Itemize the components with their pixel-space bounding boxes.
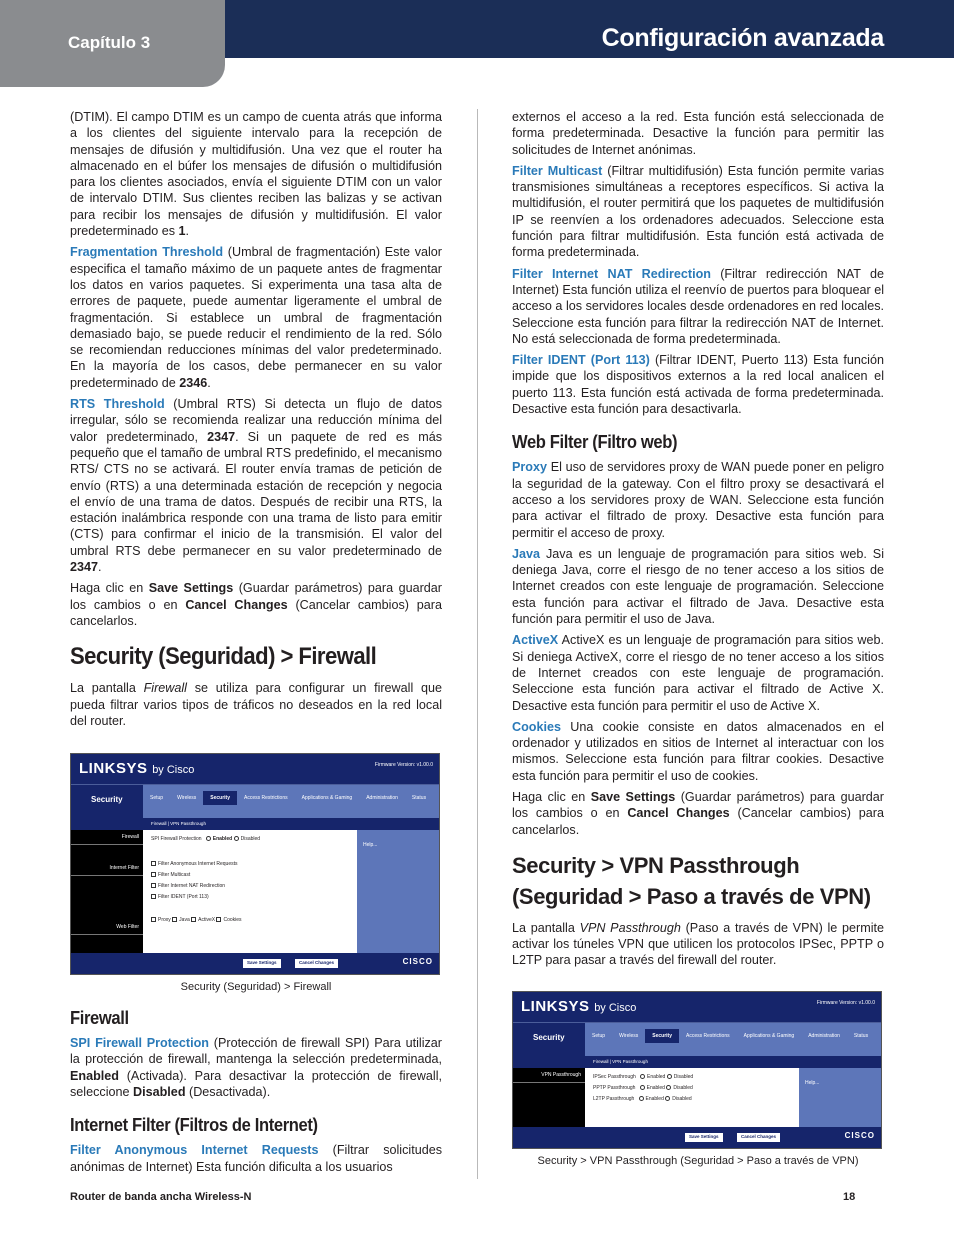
- section-label: Security: [91, 795, 123, 805]
- firmware-version-2: Firmware Version: v1.00.0: [816, 999, 875, 1006]
- screenshot-firewall: LINKSYS by Cisco Firmware Version: v1.00.0 Security Setup Wireless Security Access Restrictions Applications & Gaming Administration Status Firewall | VPN Passthrough Firewall Internet Filter Web Filter SPI Firewall Protection Enabled Disabled Filter Anonymous Internet Requests Filter Multicast Filter Internet NAT Redirection Filter IDENT (Port 113) Proxy Java ActiveX Cookies Help... Save Settings Cancel Changes CISCO: [70, 753, 440, 975]
- chapter-label: Capítulo 3: [68, 33, 151, 52]
- help-link[interactable]: Help...: [363, 842, 378, 849]
- tab-setup[interactable]: Setup: [150, 795, 164, 802]
- save-settings-button-2[interactable]: Save Settings: [685, 1133, 723, 1142]
- paragraph-vpn-intro: La pantalla VPN Passthrough (Paso a través de VPN) le permite activar los túneles VPN que utilicen los protocolos IPSec, PPTP o L2TP para pasar a través del firewall del router.: [512, 920, 884, 968]
- term-java: Java: [512, 546, 541, 561]
- term-rts: RTS Threshold: [70, 397, 165, 412]
- radio-l2tp-disabled[interactable]: [665, 1096, 670, 1101]
- paragraph-save-right: Haga clic en Save Settings (Guardar parámetros) para guardar los cambios o en Cancel Changes (Cancelar cambios) para cancelarlos.: [512, 789, 884, 837]
- tab-admin-2[interactable]: Administration: [808, 1032, 840, 1039]
- cisco-logo-2: CISCO: [844, 1130, 875, 1140]
- row-l2tp: L2TP Passthrough: [593, 1095, 635, 1102]
- right-column: [512, 109, 884, 1177]
- radio-ipsec-enabled[interactable]: [640, 1074, 645, 1079]
- page-title: Configuración avanzada: [601, 24, 884, 52]
- linksys-logo: LINKSYS by Cisco: [79, 760, 195, 778]
- paragraph-firewall-intro: La pantalla Firewall se utiliza para configurar un firewall que pueda filtrar varios tipos de tráficos no deseados en la red local del router.: [70, 681, 442, 728]
- footer-product: Router de banda ancha Wireless-N: [70, 1191, 252, 1203]
- caption-vpn: Security > VPN Passthrough (Seguridad > Paso a través de VPN): [537, 1154, 859, 1167]
- column-divider: [477, 109, 478, 1179]
- radio-ipsec-disabled[interactable]: [667, 1074, 672, 1079]
- tab-access[interactable]: Access Restrictions: [243, 795, 288, 802]
- radio-enabled[interactable]: [206, 836, 211, 841]
- paragraph-anon: Filter Anonymous Internet Requests (Filtrar solicitudes anónimas de Internet) Esta función dificulta a los usuarios: [70, 1143, 442, 1174]
- term-proxy: Proxy: [512, 460, 548, 475]
- checkbox-activex[interactable]: [191, 917, 196, 922]
- heading-vpn: Security > VPN Passthrough (Seguridad > Paso a través de VPN): [512, 852, 871, 909]
- paragraph-fragmentation: Fragmentation Threshold (Umbral de fragmentación) Este valor especifica el tamaño máximo de un paquete antes de fragmentar los datos en varios paquetes. Si experimenta una tasa alta de errores de paquete, puede aumentar ligeramente el umbral de fragmentación. Si establece un umbral de fragmentación demasiado bajo, se puede reducir el rendimiento de la red. Sólo se recomiendan reducciones mínimas del valor predeterminado. En la mayoría de los casos, debe permanecer en su valor predeterminado de 2346.: [70, 245, 442, 390]
- section-label-2: Security: [533, 1032, 565, 1042]
- paragraph-java: Java Java es un lenguaje de programación para sitios web. Si deniega Java, corre el riesgo de no tener acceso a los sitios de Internet creados con este lenguaje de programación. Seleccione esta función para activar el filtrado de Java. Desactive esta función para permitir el uso de Java.: [512, 546, 884, 627]
- paragraph-spi: SPI Firewall Protection (Protección de firewall SPI) Para utilizar la protección de firewall, mantenga la selección predeterminada, Enabled (Activada). Para desactivar la protección de firewall, seleccione Disabled (Desactivada).: [70, 1036, 443, 1099]
- spi-label: SPI Firewall Protection: [151, 836, 202, 843]
- term-multicast: Filter Multicast: [512, 163, 603, 178]
- tab-apps[interactable]: Applications & Gaming: [301, 795, 353, 802]
- side-firewall: Firewall: [71, 830, 143, 845]
- cisco-logo: CISCO: [402, 957, 433, 967]
- paragraph-save: Haga clic en Save Settings (Guardar parámetros) para guardar los cambios o en Cancel Changes (Cancelar cambios) para cancelarlos.: [70, 581, 442, 628]
- heading-firewall: Security (Seguridad) > Firewall: [70, 643, 377, 671]
- paragraph-anon-cont: externos el acceso a la red. Esta función está seleccionada de forma predeterminada. Desactive la función para permitir las solicitudes de Internet anónimas.: [512, 110, 884, 157]
- heading-internet-filter: Internet Filter (Filtros de Internet): [70, 1115, 318, 1136]
- row-ipsec: IPSec Passthrough: [593, 1073, 636, 1080]
- term-ident: Filter IDENT (Port 113): [512, 353, 650, 368]
- term-cookies: Cookies: [512, 719, 561, 734]
- tab-security-2[interactable]: Security: [645, 1029, 679, 1043]
- save-settings-button[interactable]: Save Settings: [243, 959, 281, 968]
- cancel-changes-button-2[interactable]: Cancel Changes: [737, 1133, 780, 1142]
- paragraph-dtim: (DTIM). El campo DTIM es un campo de cuenta atrás que informa a los clientes del siguiente intervalo para la recepción de mensajes de difusión y multidifusión. Una vez que el router ha almacenado en el búfer los mensajes de difusión o multidifusión para los clientes asociados, envía el siguiente DTIM con un valor de intervalo DTIM. Sus clientes reciben las balizas y se activan para recibir los mensajes de difusión y multidifusión. El valor predeterminado es 1.: [70, 110, 442, 239]
- heading-firewall-sub: Firewall: [70, 1008, 129, 1029]
- tab-admin[interactable]: Administration: [366, 795, 398, 802]
- paragraph-nat: Filter Internet NAT Redirection (Filtrar redirección NAT de Internet) Esta función utiliza el reenvío de puertos para bloquear el acceso a los servidores locales desde ordenadores en red locales. Seleccione esta función para filtrar la redirección NAT de Internet. No está seleccionada de forma predeterminada.: [512, 266, 884, 346]
- row-pptp: PPTP Passthrough: [593, 1084, 636, 1091]
- heading-web-filter: Web Filter (Filtro web): [512, 432, 678, 453]
- paragraph-ident: Filter IDENT (Port 113) (Filtrar IDENT, Puerto 113) Esta función impide que los dispositivos externos a la red local analicen el puerto 113. Esta función está activada de forma predeterminada. Desactive esta función para desactivarla.: [512, 353, 884, 417]
- left-column: [70, 109, 442, 1180]
- help-link-2[interactable]: Help...: [805, 1079, 820, 1086]
- firmware-version: Firmware Version: v1.00.0: [374, 762, 433, 769]
- tab-apps-2[interactable]: Applications & Gaming: [743, 1032, 795, 1039]
- term-activex: ActiveX: [512, 633, 559, 648]
- tab-setup-2[interactable]: Setup: [592, 1032, 606, 1039]
- tab-wireless-2[interactable]: Wireless: [619, 1032, 639, 1039]
- term-spi: SPI Firewall Protection: [70, 1036, 210, 1051]
- term-nat: Filter Internet NAT Redirection: [512, 266, 711, 281]
- sub-navigation[interactable]: Firewall | VPN Passthrough: [71, 818, 439, 830]
- radio-disabled[interactable]: [234, 836, 239, 841]
- radio-pptp-disabled[interactable]: [666, 1085, 671, 1090]
- screenshot-vpn: LINKSYS by Cisco Firmware Version: v1.00.0 Security Setup Wireless Security Access Restrictions Applications & Gaming Administration Status Firewall | VPN Passthrough VPN Passthrough IPSec Passthrough Enabled Disabled PPTP Passthrough Enabled Disabled L2TP Passthrough Enabled Disabled Help... Save Settings Cancel Changes CISCO: [512, 991, 882, 1149]
- tab-status[interactable]: Status: [411, 795, 427, 802]
- side-vpn: VPN Passthrough: [513, 1068, 585, 1083]
- tab-security[interactable]: Security: [203, 791, 237, 805]
- checkbox-cookies[interactable]: [216, 917, 221, 922]
- tab-status-2[interactable]: Status: [853, 1032, 869, 1039]
- linksys-logo-2: LINKSYS by Cisco: [521, 997, 637, 1015]
- side-web-filter: Web Filter: [71, 920, 143, 935]
- paragraph-multicast: Filter Multicast (Filtrar multidifusión) Esta función permite varias transmisiones simultáneas a receptores específicos. Si activa la multidifusión, el router permitirá que los paquetes de multidifusión IP se reenvíen a los ordenadores adecuados. Seleccione esta función para filtrar multidifusión. Esta función está activada de forma predeterminada.: [512, 163, 884, 260]
- checkbox-java[interactable]: [172, 917, 177, 922]
- checkbox-ident[interactable]: [151, 894, 156, 899]
- checkbox-proxy[interactable]: [151, 917, 156, 922]
- paragraph-activex: ActiveX ActiveX es un lenguaje de programación para sitios web. Si deniega ActiveX, corre el riesgo de no tener acceso a los sitios de Internet creados con este lenguaje de programación. Seleccione esta función para activar el filtrado de Active X. Desactive esta función para permitir el uso de Active X.: [512, 633, 884, 713]
- radio-pptp-enabled[interactable]: [640, 1085, 645, 1090]
- caption-firewall: Security (Seguridad) > Firewall: [180, 981, 332, 994]
- term-fragmentation: Fragmentation Threshold: [70, 245, 224, 260]
- side-internet-filter: Internet Filter: [71, 861, 143, 876]
- tab-wireless[interactable]: Wireless: [177, 795, 197, 802]
- paragraph-cookies: Cookies Una cookie consiste en datos almacenados en el ordenador y utilizados en sitios de Internet al interactuar con los mismos. Seleccione esta función para filtrar cookies. Desactive esta función para permitir el uso de cookies.: [512, 719, 884, 783]
- sub-navigation-2[interactable]: Firewall | VPN Passthrough: [513, 1056, 881, 1068]
- paragraph-rts: RTS Threshold (Umbral RTS) Si detecta un flujo de datos irregular, sólo se recomienda realizar una reducción mínima del valor predeterminado, 2347. Si un paquete de red es más pequeño que el tamaño de umbral RTS predefinido, el mecanismo RTS/ CTS no se activará. El router envía tramas de petición de envío (RTS) a una determinada estación de recepción y negocia el envío de una trama de datos. Después de recibir una RTS, la estación inalámbrica responde con una trama de listo para emitir (CTS) para confirmar el inicio de la transmisión. El valor del umbral RTS debe permanecer en su valor predeterminado de 2347.: [70, 397, 442, 575]
- tab-access-2[interactable]: Access Restrictions: [685, 1032, 730, 1039]
- paragraph-proxy: Proxy El uso de servidores proxy de WAN puede poner en peligro la seguridad de la gateway. Con el filtro proxy se desactivará el acceso a los servidores proxy de WAN. Seleccione esta función para activar el filtrado de proxy. Desactive esta función para permitir el acceso de proxy.: [512, 460, 884, 540]
- checkbox-anon[interactable]: [151, 861, 156, 866]
- footer-page-number: 18: [843, 1191, 856, 1203]
- term-anon: Filter Anonymous Internet Requests: [70, 1143, 319, 1158]
- checkbox-nat[interactable]: [151, 883, 156, 888]
- radio-l2tp-enabled[interactable]: [639, 1096, 644, 1101]
- cancel-changes-button[interactable]: Cancel Changes: [295, 959, 338, 968]
- checkbox-multicast[interactable]: [151, 872, 156, 877]
